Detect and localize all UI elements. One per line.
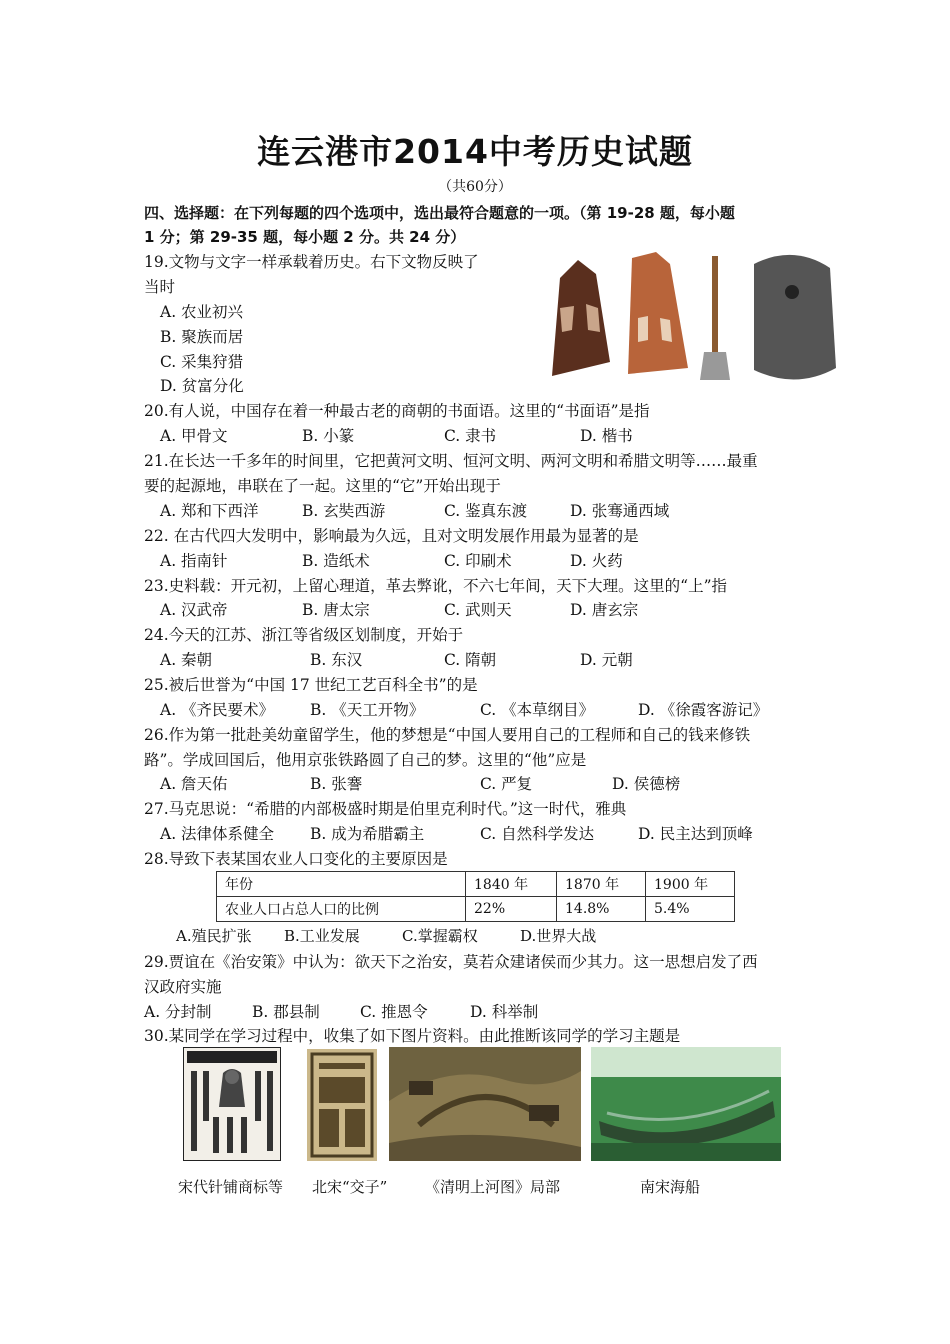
q20-stem: 20.有人说，中国存在着一种最古老的商朝的书面语。这里的“书面语”是指	[144, 402, 650, 420]
table-cell: 14.8%	[557, 897, 646, 922]
page-title: 连云港市2014中考历史试题	[257, 132, 693, 171]
stone-axe	[754, 255, 836, 380]
q29-option-b[interactable]: B. 郡县制	[252, 1003, 320, 1021]
q21-stem-line1: 21.在长达一千多年的时间里，它把黄河文明、恒河文明、两河文明和希腊文明等……最重	[144, 452, 758, 470]
table-row	[217, 872, 735, 897]
section-instructions-line2: 1 分；第 29-35 题，每小题 2 分。共 24 分）	[144, 228, 466, 246]
q28-option-b[interactable]: B.工业发展	[284, 927, 360, 945]
q25-option-b[interactable]: B. 《天工开物》	[310, 701, 425, 719]
q23-option-b[interactable]: B. 唐太宗	[302, 601, 370, 619]
q24-option-c[interactable]: C. 隋朝	[444, 651, 497, 669]
q24-option-b[interactable]: B. 东汉	[310, 651, 363, 669]
section-instructions-line1: 四、选择题：在下列每题的四个选项中，选出最符合题意的一项。（第 19-28 题，每小题	[144, 204, 735, 222]
q27-stem: 27.马克思说：“希腊的内部极盛时期是伯里克利时代。”这一时代，雅典	[144, 800, 627, 818]
qingming-scroll-image	[389, 1047, 581, 1161]
table-cell: 农业人口占总人口的比例	[217, 897, 466, 922]
bone-spade-2	[628, 252, 688, 374]
q26-option-c[interactable]: C. 严复	[480, 775, 533, 793]
q27-option-a[interactable]: A. 法律体系健全	[160, 825, 275, 843]
q26-stem-line1: 26.作为第一批赴美幼童留学生，他的梦想是“中国人要用自己的工程师和自己的钱来修铁	[144, 726, 751, 744]
q19-option-d[interactable]: D. 贫富分化	[160, 377, 244, 395]
q30-stem: 30.某同学在学习过程中，收集了如下图片资料。由此推断该同学的学习主题是	[144, 1027, 681, 1045]
agriculture-population-table	[216, 871, 735, 922]
q21-option-c[interactable]: C. 鉴真东渡	[444, 502, 528, 520]
q28-option-a[interactable]: A.殖民扩张	[176, 927, 252, 945]
q29-option-d[interactable]: D. 科举制	[470, 1003, 539, 1021]
q25-option-c[interactable]: C. 《本草纲目》	[480, 701, 595, 719]
southern-song-ship-image	[591, 1047, 781, 1161]
bone-spade-1	[552, 260, 610, 376]
q25-option-a[interactable]: A. 《齐民要术》	[160, 701, 275, 719]
q22-option-c[interactable]: C. 印刷术	[444, 552, 512, 570]
q23-option-a[interactable]: A. 汉武帝	[160, 601, 228, 619]
q26-option-d[interactable]: D. 侯德榜	[612, 775, 681, 793]
q26-stem-line2: 路”。学成回国后，他用京张铁路圆了自己的梦。这里的“他”应是	[144, 751, 587, 769]
q25-stem: 25.被后世誉为“中国 17 世纪工艺百科全书”的是	[144, 676, 478, 694]
caption-ship: 南宋海船	[640, 1178, 701, 1196]
q24-option-d[interactable]: D. 元朝	[580, 651, 633, 669]
q19-stem-line2: 当时	[144, 278, 176, 296]
q19-option-b[interactable]: B. 聚族而居	[160, 328, 244, 346]
q23-option-d[interactable]: D. 唐玄宗	[570, 601, 639, 619]
table-cell: 22%	[466, 897, 557, 922]
song-needle-shop-trademark-image	[183, 1047, 281, 1161]
q22-option-d[interactable]: D. 火药	[570, 552, 623, 570]
q21-option-d[interactable]: D. 张骞通西域	[570, 502, 670, 520]
q22-option-b[interactable]: B. 造纸术	[302, 552, 370, 570]
caption-qingming: 《清明上河图》局部	[425, 1178, 561, 1196]
q26-option-b[interactable]: B. 张謇	[310, 775, 363, 793]
table-header-cell: 1870 年	[557, 872, 646, 897]
q25-option-d[interactable]: D. 《徐霞客游记》	[638, 701, 769, 719]
q27-option-d[interactable]: D. 民主达到顶峰	[638, 825, 753, 843]
q20-option-c[interactable]: C. 隶书	[444, 427, 497, 445]
caption-jiaozi: 北宋“交子”	[312, 1178, 388, 1196]
q27-option-b[interactable]: B. 成为希腊霸主	[310, 825, 425, 843]
q23-stem: 23.史料载：开元初，上留心理道，革去弊讹，不六七年间，天下大理。这里的“上”指	[144, 577, 728, 595]
q28-option-d[interactable]: D.世界大战	[520, 927, 597, 945]
page-subtitle: （共60分）	[438, 179, 512, 195]
table-header-cell: 年份	[217, 872, 466, 897]
q26-option-a[interactable]: A. 詹天佑	[160, 775, 228, 793]
table-cell: 5.4%	[646, 897, 735, 922]
q21-stem-line2: 要的起源地，串联在了一起。这里的“它”开始出现于	[144, 477, 501, 495]
q28-stem: 28.导致下表某国农业人口变化的主要原因是	[144, 850, 448, 868]
q19-stem-line1: 19.文物与文字一样承载着历史。右下文物反映了	[144, 253, 479, 271]
spade-handle	[712, 256, 718, 360]
spade-blade	[700, 352, 730, 380]
q20-option-d[interactable]: D. 楷书	[580, 427, 633, 445]
q29-option-a[interactable]: A. 分封制	[144, 1003, 212, 1021]
q22-stem: 22. 在古代四大发明中，影响最为久远，且对文明发展作用最为显著的是	[144, 527, 639, 545]
q19-option-c[interactable]: C. 采集狩猎	[160, 353, 244, 371]
q28-option-c[interactable]: C.掌握霸权	[402, 927, 478, 945]
table-row	[217, 897, 735, 922]
q24-option-a[interactable]: A. 秦朝	[160, 651, 213, 669]
q20-option-b[interactable]: B. 小篆	[302, 427, 355, 445]
q29-stem-line1: 29.贾谊在《治安策》中认为：欲天下之治安，莫若众建诸侯而少其力。这一思想启发了西	[144, 953, 758, 971]
q19-artifacts-image	[538, 248, 838, 384]
q21-option-a[interactable]: A. 郑和下西洋	[160, 502, 259, 520]
q20-option-a[interactable]: A. 甲骨文	[160, 427, 228, 445]
table-header-cell: 1840 年	[466, 872, 557, 897]
q29-option-c[interactable]: C. 推恩令	[360, 1003, 428, 1021]
q29-stem-line2: 汉政府实施	[144, 978, 222, 996]
q27-option-c[interactable]: C. 自然科学发达	[480, 825, 595, 843]
q19-option-a[interactable]: A. 农业初兴	[160, 303, 244, 321]
q24-stem: 24.今天的江苏、浙江等省级区划制度，开始于	[144, 626, 464, 644]
northern-song-jiaozi-image	[307, 1049, 377, 1161]
q21-option-b[interactable]: B. 玄奘西游	[302, 502, 386, 520]
q23-option-c[interactable]: C. 武则天	[444, 601, 512, 619]
q22-option-a[interactable]: A. 指南针	[160, 552, 228, 570]
caption-needle-shop: 宋代针铺商标等	[178, 1178, 284, 1196]
table-header-cell: 1900 年	[646, 872, 735, 897]
